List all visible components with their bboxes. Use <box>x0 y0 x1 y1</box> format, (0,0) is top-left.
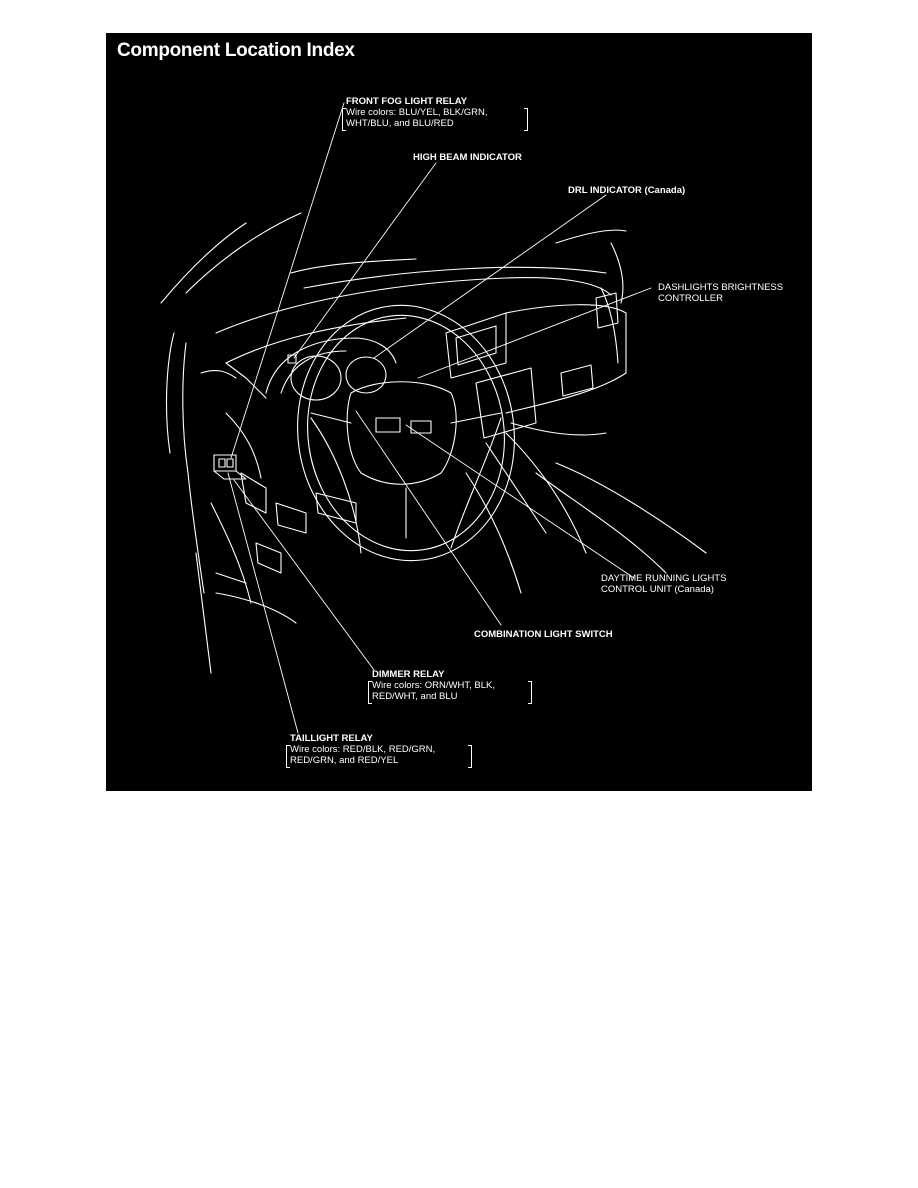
label-front-fog-light-relay <box>346 96 487 129</box>
dash-controller-line-1: DASHLIGHTS BRIGHTNESS <box>658 282 784 293</box>
leader-fog-relay <box>231 103 344 458</box>
diagram-panel <box>106 33 812 791</box>
dimmer-relay-wire-line-2: RED/WHT, and BLU <box>372 691 458 702</box>
taillight-relay-wire-line-2: RED/GRN, and RED/YEL <box>290 755 399 766</box>
fog-relay-name: FRONT FOG LIGHT RELAY <box>346 96 468 107</box>
fog-relay-bracket-left <box>342 108 346 131</box>
dimmer-relay-bracket-left <box>368 681 372 704</box>
relay-box <box>214 455 246 479</box>
label-combination-light-switch <box>474 629 613 640</box>
drl-unit-line-2: CONTROL UNIT (Canada) <box>601 584 714 595</box>
label-drl-indicator <box>568 185 685 196</box>
passenger-dash <box>506 293 626 435</box>
fog-relay-wire-line-2: WHT/BLU, and BLU/RED <box>346 118 454 129</box>
label-dimmer-relay <box>372 669 495 702</box>
dimmer-relay-bracket-right <box>528 681 532 704</box>
label-drl-control-unit <box>601 573 726 595</box>
combo-switch-name: COMBINATION LIGHT SWITCH <box>474 629 613 640</box>
taillight-relay-bracket-left <box>286 745 290 768</box>
leader-drl-indicator <box>374 195 606 358</box>
page-title: Component Location Index <box>117 40 355 61</box>
dimmer-relay-name: DIMMER RELAY <box>372 669 445 680</box>
drl-unit-line-1: DAYTIME RUNNING LIGHTS <box>601 573 727 584</box>
fog-relay-bracket-right <box>524 108 528 131</box>
dimmer-relay-wire-line-1: Wire colors: ORN/WHT, BLK, <box>372 680 495 691</box>
center-console <box>446 313 706 593</box>
leader-combo-switch <box>356 411 501 625</box>
instrument-cluster <box>201 338 396 400</box>
driver-footwell <box>211 413 356 623</box>
high-beam-name: HIGH BEAM INDICATOR <box>413 152 522 163</box>
taillight-relay-name: TAILLIGHT RELAY <box>290 733 373 744</box>
label-taillight-relay <box>290 733 435 766</box>
fog-relay-wire-line-1: Wire colors: BLU/YEL, BLK/GRN, <box>346 107 488 118</box>
steering-wheel <box>281 291 531 575</box>
dash-controller-line-2: CONTROLLER <box>658 293 723 304</box>
label-high-beam-indicator <box>413 152 522 163</box>
label-dashlights-brightness-controller <box>658 282 783 304</box>
drl-indicator-name: DRL INDICATOR (Canada) <box>568 185 686 196</box>
taillight-relay-bracket-right <box>468 745 472 768</box>
taillight-relay-wire-line-1: Wire colors: RED/BLK, RED/GRN, <box>290 744 436 755</box>
body-outline <box>161 213 626 673</box>
